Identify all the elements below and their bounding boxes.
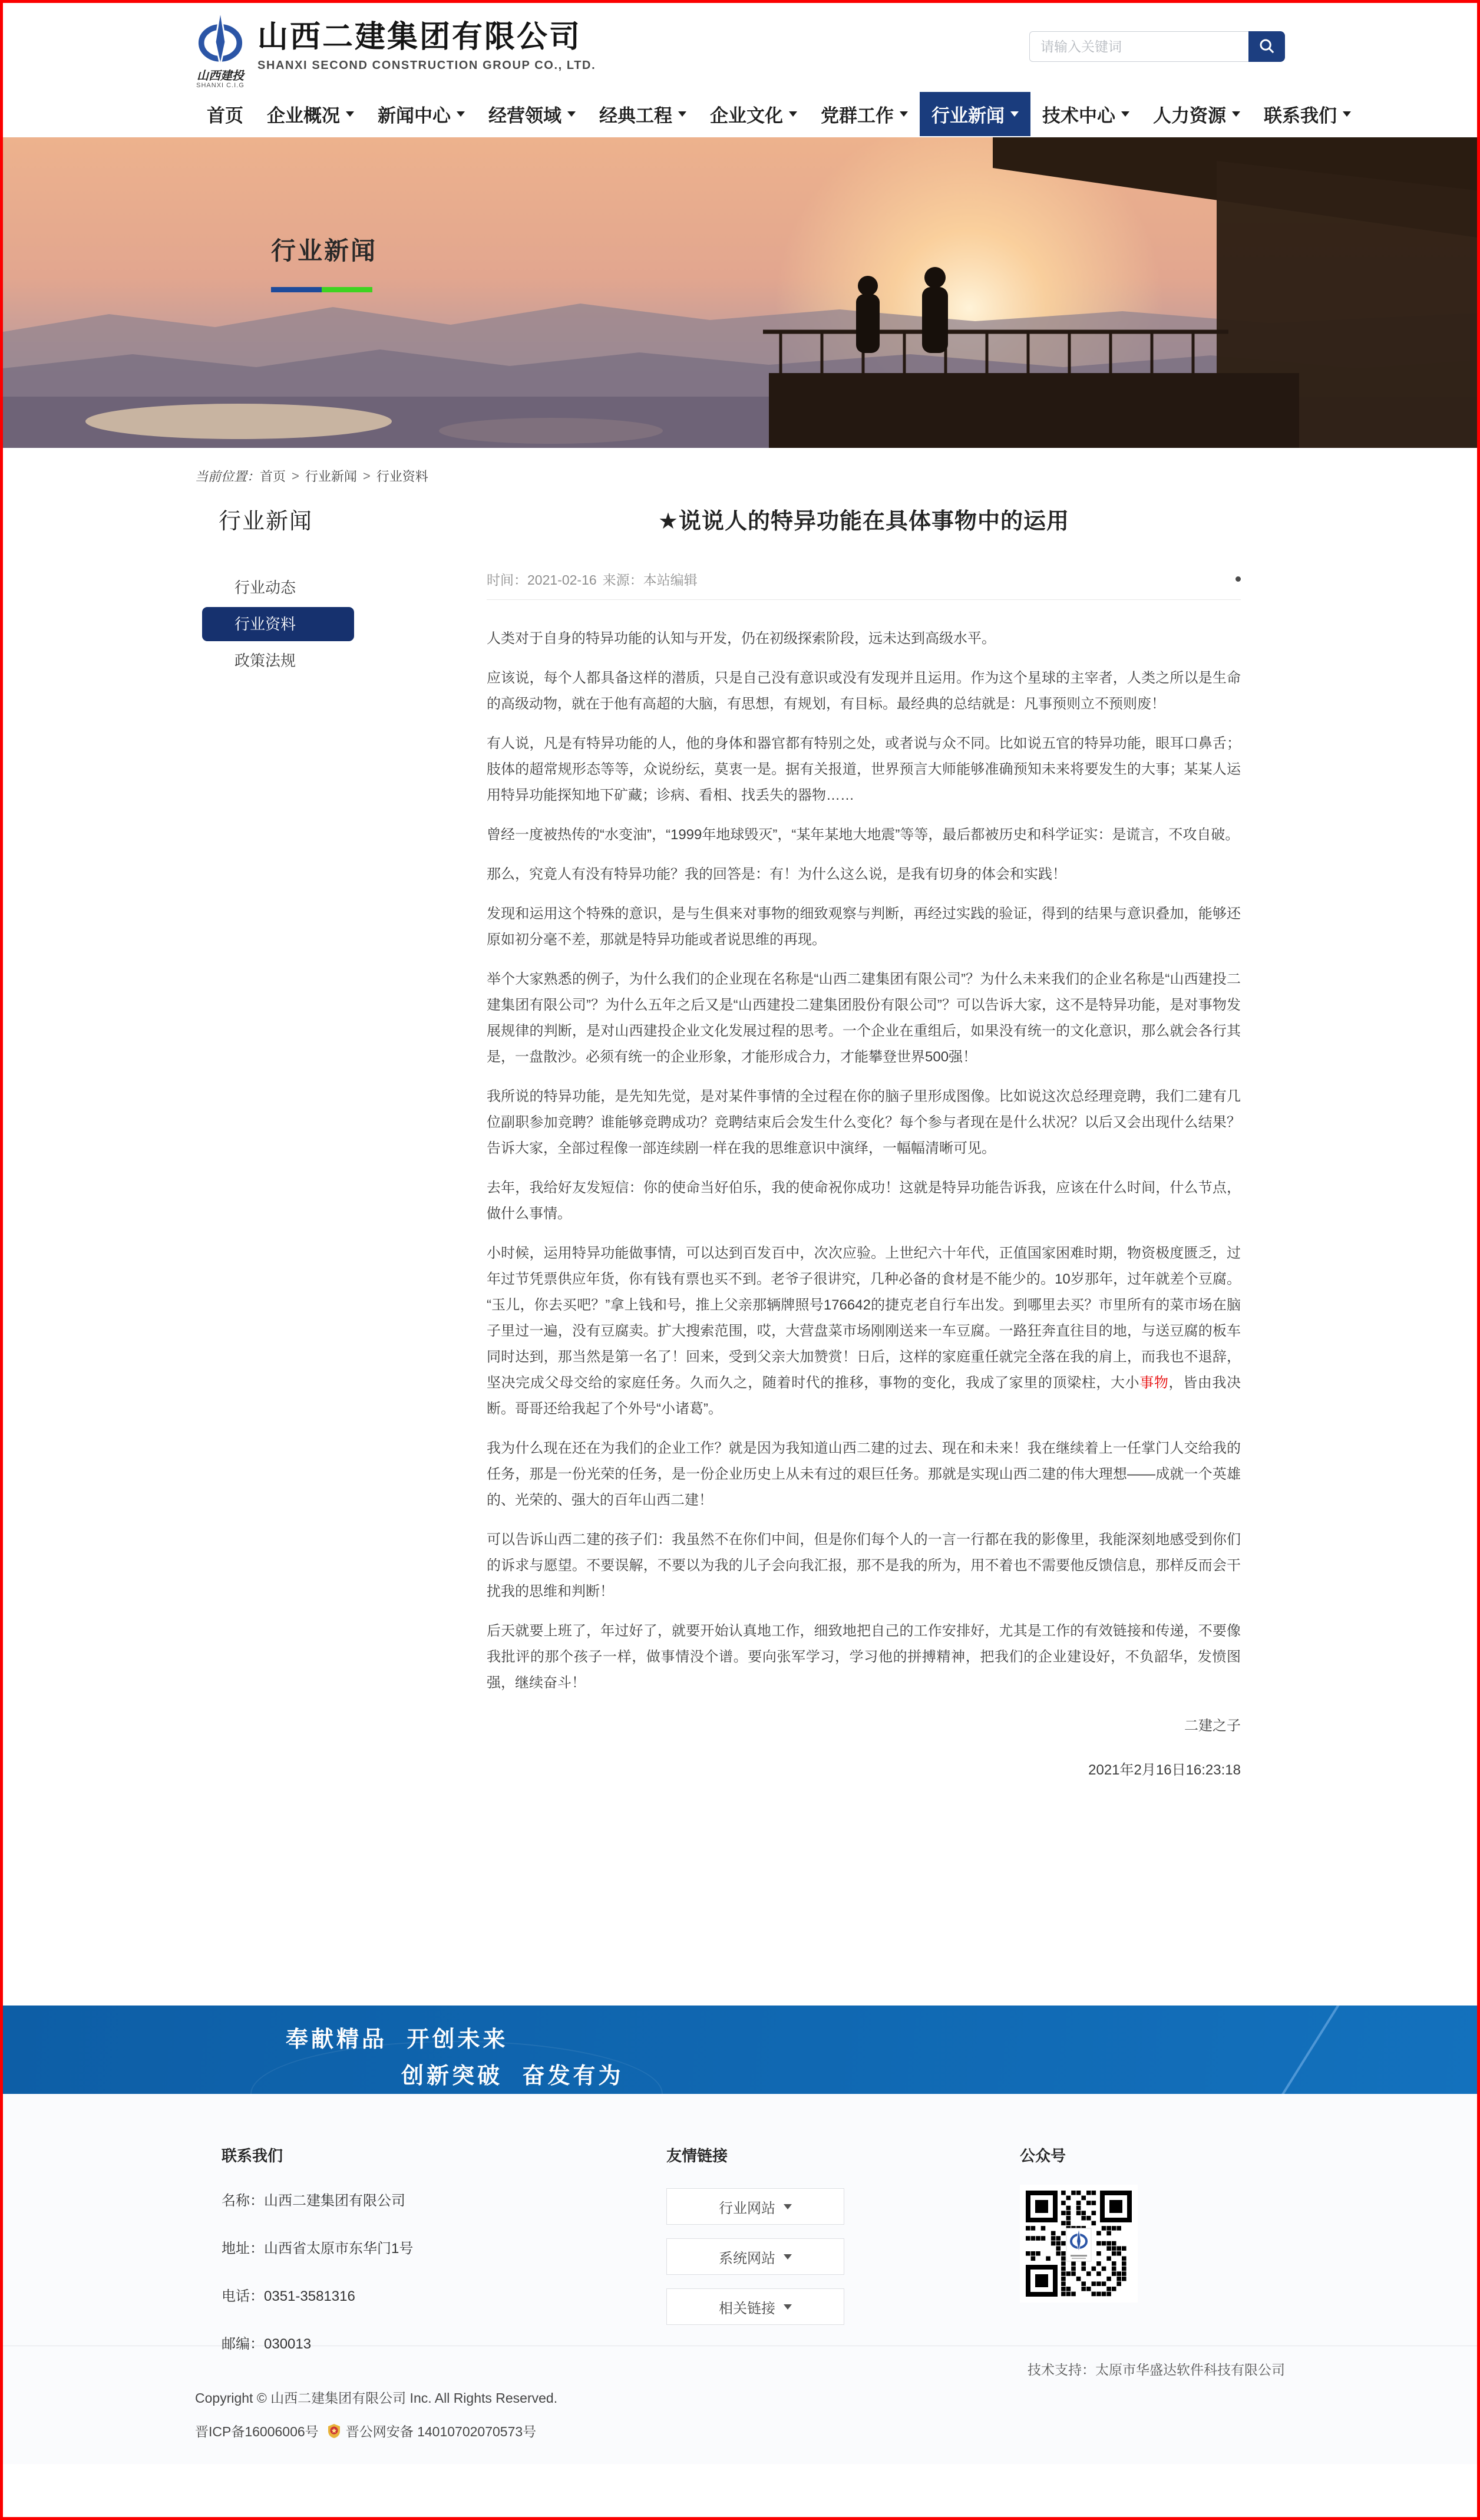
copyright: Copyright © 山西二建集团有限公司 Inc. All Rights Reserved. <box>195 2390 558 2406</box>
nav-item-label: 企业文化 <box>710 105 783 126</box>
article-paragraph: 人类对于自身的特异功能的认知与开发，仍在初级探索阶段，远未达到高级水平。 <box>487 631 996 647</box>
nav-item-label: 经营领域 <box>488 105 561 126</box>
article-title: ★说说人的特异功能在具体事物中的运用 <box>658 509 1070 534</box>
nav-item-label: 党群工作 <box>821 105 894 126</box>
header <box>3 3 1477 90</box>
nav-item-label: 经典工程 <box>599 105 672 126</box>
sidebar-item-label: 行业资料 <box>234 615 296 633</box>
article-paragraph: 小时候，运用特异功能做事情，可以达到百发百中，次次应验。上世纪六十年代，正值国家困难时期，物资极度匮乏，过年过节凭票供应年货，你有钱有票也买不到。老爷子很讲究，几种必备的食材是不能少的。10岁那年，过年就差个豆腐。“玉儿，你去买吧？”拿上钱和号，推上父亲那辆牌照号176642的捷克老自行车出发。到哪里去买？市里所有的菜市场在脑子里过一遍，没有豆腐卖。扩大搜索范围，哎，大营盘菜市场刚刚送来一车豆腐。一路狂奔直往目的地，与送豆腐的板车同时达到，那当然是第一名了！回来，受到父亲大加赞赏！日后，这样的家庭重任就完全落在我的肩上，而我也不退辞，坚决完成父母交给的家庭任务。久而久之，随着时代的推移，事物的变化，我成了家里的顶梁柱，大小事物，皆由我决断。哥哥还给我起了个外号“小诸葛”。 <box>487 1245 1241 1417</box>
tech-support: 技术支持：太原市华盛达软件科技有限公司 <box>1028 2362 1285 2377</box>
chevron-down-icon <box>567 111 576 117</box>
contact-line: 地址：山西省太原市东华门1号 <box>222 2241 414 2257</box>
chevron-down-icon <box>1121 111 1129 117</box>
footer-contact <box>222 2144 413 2379</box>
breadcrumb <box>195 467 1285 485</box>
article-paragraph: 曾经一度被热传的“水变油”，“1999年地球毁灭”，“某年某地大地震”等等，最后都被历史和科学证实：是谎言，不攻自破。 <box>487 827 1240 843</box>
sidebar-item[interactable] <box>202 607 354 641</box>
article-time: 时间：2021-02-16 <box>487 572 597 588</box>
link-dropdown-label: 行业网站 <box>719 2200 775 2216</box>
link-dropdown-label: 系统网站 <box>719 2250 775 2267</box>
contact-line: 名称：山西二建集团有限公司 <box>222 2193 405 2209</box>
title-underline <box>271 287 372 292</box>
chevron-down-icon <box>678 111 686 117</box>
nav-item[interactable] <box>920 92 1030 136</box>
nav-item[interactable] <box>1252 92 1363 136</box>
article-signature: 二建之子 <box>1184 1718 1241 1734</box>
footer <box>195 2094 1285 2352</box>
chevron-down-icon <box>784 2254 792 2260</box>
article-datetime: 2021年2月16日16:23:18 <box>1088 1762 1241 1778</box>
search-icon <box>1258 37 1276 57</box>
nav-item[interactable] <box>809 92 920 136</box>
nav-item[interactable] <box>1030 92 1141 136</box>
main-content <box>195 503 1285 2006</box>
article-paragraph: 我所说的特异功能，是先知先觉，是对某件事情的全过程在你的脑子里形成图像。比如说这次总经理竞聘，我们二建有几位副职参加竞聘？谁能够竞聘成功？竞聘结束后会发生什么变化？每个参与者现在是什么状况？以后又会出现什么结果？告诉大家，全部过程像一部连续剧一样在我的思维意识中演绎，一幅幅清晰可见。 <box>487 1089 1241 1156</box>
meta-dot-icon <box>1235 576 1241 582</box>
company-logo-icon <box>195 10 246 70</box>
article-paragraph: 有人说，凡是有特异功能的人，他的身体和器官都有特别之处，或者说与众不同。比如说五官的特异功能，眼耳口鼻舌；肢体的超常规形态等等，众说纷纭，莫衷一是。据有关报道，世界预言大师能够准确预知未来将要发生的大事；某某人运用特异功能探知地下矿藏；诊病、看相、找丢失的器物…… <box>487 735 1241 803</box>
main-nav <box>3 90 1477 137</box>
sidebar-item-label: 行业动态 <box>234 579 296 596</box>
company-name: 山西二建集团有限公司 <box>257 19 582 54</box>
page-title: 行业新闻 <box>271 237 378 265</box>
article-source: 来源：本站编辑 <box>602 572 698 588</box>
chevron-down-icon <box>900 111 908 117</box>
search-input[interactable] <box>1029 31 1248 62</box>
police-badge-icon <box>327 2423 341 2439</box>
nav-item-label: 首页 <box>207 105 243 126</box>
nav-item-label: 联系我们 <box>1264 105 1337 126</box>
chevron-down-icon <box>1343 111 1351 117</box>
footer-contact-heading: 联系我们 <box>222 2147 283 2165</box>
nav-item-label: 技术中心 <box>1042 105 1115 126</box>
nav-item[interactable] <box>1141 92 1252 136</box>
footer-wechat <box>1020 2144 1138 2305</box>
chevron-down-icon <box>789 111 797 117</box>
sidebar-item[interactable] <box>202 644 354 678</box>
footer-links <box>666 2144 844 2338</box>
sidebar-title: 行业新闻 <box>219 509 313 534</box>
article-paragraph: 可以告诉山西二建的孩子们：我虽然不在你们中间，但是你们每个人的一言一行都在我的影像里，我能深刻地感受到你们的诉求与愿望。不要误解，不要以为我的儿子会向我汇报，那不是我的所为，用不着也不需要他反馈信息，那样反而会干扰我的思维和判断！ <box>487 1532 1241 1599</box>
logo-caption-en: SHANXI C.I.G <box>196 82 245 89</box>
nav-item-label: 行业新闻 <box>931 105 1005 126</box>
slogan-line2: 创新突破 奋发有为 <box>401 2064 624 2089</box>
company-name-en: SHANXI SECOND CONSTRUCTION GROUP CO., LTD. <box>257 59 596 72</box>
slogan-line1: 奉献精品 开创未来 <box>286 2027 508 2052</box>
nav-item[interactable] <box>587 92 698 136</box>
qr-code <box>1020 2185 1138 2303</box>
article-paragraph: 发现和运用这个特殊的意识，是与生俱来对事物的细致观察与判断，再经过实践的验证，得到的结果与意识叠加，能够还原如初分毫不差，那就是特异功能或者说思维的再现。 <box>487 906 1241 948</box>
nav-item-label: 企业概况 <box>267 105 340 126</box>
chevron-down-icon <box>346 111 354 117</box>
article-body <box>487 626 1241 1696</box>
chevron-down-icon <box>457 111 465 117</box>
search-button[interactable] <box>1248 31 1285 62</box>
search-bar <box>1029 31 1285 62</box>
nav-item[interactable] <box>698 92 809 136</box>
bottom-bar <box>3 2346 1477 2464</box>
banner-cityscape-image <box>3 137 1477 448</box>
article-paragraph: 那么，究竟人有没有特异功能？我的回答是：有！为什么这么说，是我有切身的体会和实践！ <box>487 866 1066 882</box>
article <box>487 503 1241 1779</box>
link-dropdown[interactable] <box>666 2188 844 2225</box>
chevron-down-icon <box>784 2304 792 2310</box>
breadcrumb-link[interactable]: 行业资料 <box>376 469 428 484</box>
divider <box>487 599 1241 600</box>
nav-item-label: 人力资源 <box>1153 105 1226 126</box>
sidebar <box>202 503 354 1779</box>
article-paragraph: 我为什么现在还在为我们的企业工作？就是因为我知道山西二建的过去、现在和未来！我在继续着上一任掌门人交给我的任务，那是一份光荣的任务，是一份企业历史上从未有过的艰巨任务。那就是实现山西二建的伟大理想——成就一个英雄的、光荣的、强大的百年山西二建！ <box>487 1440 1241 1508</box>
footer-links-heading: 友情链接 <box>666 2147 728 2165</box>
contact-line: 电话：0351-3581316 <box>222 2288 355 2304</box>
breadcrumb-separator: > <box>362 468 371 483</box>
article-paragraph: 应该说，每个人都具备这样的潜质，只是自己没有意识或没有发现并且运用。作为这个星球的主宰者，人类之所以是生命的高级动物，就在于他有高超的大脑，有思想，有规划，有目标。最经典的总结就是：凡事预则立不预则废！ <box>487 670 1241 712</box>
chevron-down-icon <box>784 2204 792 2209</box>
breadcrumb-prefix: 当前位置： <box>195 469 260 484</box>
article-paragraph: 举个大家熟悉的例子，为什么我们的企业现在名称是“山西二建集团有限公司”？为什么未来我们的企业名称是“山西建投二建集团有限公司”？为什么五年之后又是“山西建投二建集团股份有限公司”？可以告诉大家，这不是特异功能，是对事物发展规律的判断，是对山西建投企业文化发展过程的思考。一个企业在重组后，如果没有统一的文化意识，那么就会各行其是，一盘散沙。必须有统一的企业形象，才能形成合力，才能攀登世界500强！ <box>487 971 1241 1065</box>
footer-wechat-heading: 公众号 <box>1020 2147 1066 2165</box>
nav-item[interactable] <box>195 92 255 136</box>
logo-caption: 山西建投 <box>197 68 244 83</box>
nav-item[interactable] <box>366 92 477 136</box>
link-dropdown[interactable] <box>666 2238 844 2275</box>
article-paragraph: 后天就要上班了，年过好了，就要开始认真地工作，细致地把自己的工作安排好，尤其是工作的有效链接和传递，不要像我批评的那个孩子一样，做事情没个谱。要向张军学习，学习他的拼搏精神，把我们的企业建设好，不负韶华，发愤图强，继续奋斗！ <box>487 1623 1241 1691</box>
sidebar-item-label: 政策法规 <box>234 652 296 669</box>
link-dropdown-label: 相关链接 <box>719 2300 775 2317</box>
sidebar-item[interactable] <box>202 570 354 605</box>
article-meta <box>487 569 1241 589</box>
chevron-down-icon <box>1232 111 1240 117</box>
icp-link[interactable]: 晋ICP备16006006号 <box>195 2424 319 2439</box>
breadcrumb-link[interactable]: 首页 <box>260 469 286 484</box>
link-dropdown[interactable] <box>666 2288 844 2325</box>
nav-item[interactable] <box>477 92 587 136</box>
company-logo[interactable] <box>195 10 246 89</box>
nav-item[interactable] <box>255 92 366 136</box>
breadcrumb-separator: > <box>292 468 299 483</box>
chevron-down-icon <box>1010 111 1019 117</box>
article-paragraph: 去年，我给好友发短信：你的使命当好伯乐，我的使命祝你成功！这就是特异功能告诉我，应该在什么时间，什么节点，做什么事情。 <box>487 1180 1241 1222</box>
breadcrumb-link[interactable]: 行业新闻 <box>305 469 357 484</box>
contact-line: 邮编：030013 <box>222 2336 312 2352</box>
slogan-band <box>3 2006 1477 2094</box>
hero-banner <box>3 137 1477 448</box>
police-filing-link[interactable]: 晋公网安备 14010702070573号 <box>345 2424 537 2439</box>
nav-item-label: 新闻中心 <box>378 105 451 126</box>
